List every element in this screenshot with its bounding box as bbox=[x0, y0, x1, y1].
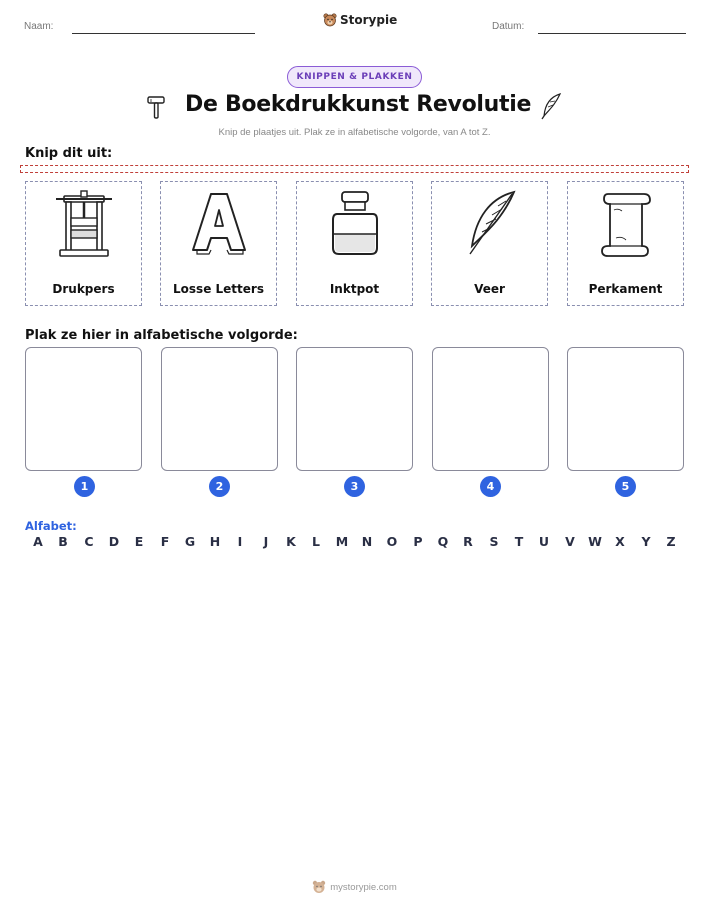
paste-box-5[interactable] bbox=[567, 347, 684, 471]
logo-text: Storypie bbox=[340, 13, 398, 27]
alphabet-letter: A bbox=[33, 534, 43, 549]
printing-press-icon bbox=[54, 188, 114, 258]
name-label: Naam: bbox=[24, 21, 54, 32]
alphabet-letter: O bbox=[386, 534, 398, 549]
paste-box-3[interactable] bbox=[296, 347, 413, 471]
letter-a-icon bbox=[189, 188, 249, 258]
alphabet-letter: L bbox=[312, 534, 320, 549]
instructions: Knip de plaatjes uit. Plak ze in alfabetische volgorde, van A tot Z. bbox=[218, 127, 491, 138]
worksheet-header bbox=[0, 0, 709, 50]
paste-box-4[interactable] bbox=[432, 347, 549, 471]
alphabet-letter: R bbox=[463, 534, 473, 549]
paste-box-1[interactable] bbox=[25, 347, 142, 471]
alphabet-letter: D bbox=[108, 534, 120, 549]
alphabet-letter: I bbox=[237, 534, 243, 549]
alphabet-letter: S bbox=[489, 534, 499, 549]
paste-section-label: Plak ze hier in alfabetische volgorde: bbox=[25, 328, 298, 343]
number-badge-5: 5 bbox=[615, 476, 636, 497]
cut-card-perkament[interactable] bbox=[567, 181, 684, 306]
date-line[interactable] bbox=[538, 33, 686, 34]
ink-pot-icon bbox=[325, 188, 385, 258]
alphabet-letter: U bbox=[538, 534, 550, 549]
number-badge-1: 1 bbox=[74, 476, 95, 497]
card-label: Drukpers bbox=[52, 282, 115, 296]
alphabet-letter: Q bbox=[437, 534, 449, 549]
alphabet-letter: N bbox=[361, 534, 373, 549]
name-line[interactable] bbox=[72, 33, 255, 34]
cut-section-label: Knip dit uit: bbox=[25, 146, 113, 161]
bear-logo-icon bbox=[323, 13, 337, 27]
alphabet-letter: W bbox=[588, 534, 602, 549]
card-label: Perkament bbox=[588, 282, 663, 296]
alphabet-letter: J bbox=[263, 534, 269, 549]
alphabet-letter: K bbox=[286, 534, 296, 549]
cut-card-inktpot[interactable] bbox=[296, 181, 413, 306]
number-badge-3: 3 bbox=[344, 476, 365, 497]
page-title: De Boekdrukkunst Revolutie bbox=[185, 92, 532, 117]
card-label: Veer bbox=[474, 282, 505, 296]
feather-icon bbox=[460, 188, 520, 258]
quill-icon bbox=[540, 92, 564, 120]
number-badge-4: 4 bbox=[480, 476, 501, 497]
card-label: Inktpot bbox=[329, 282, 380, 296]
alphabet-row bbox=[25, 534, 685, 550]
alphabet-letter: M bbox=[335, 534, 349, 549]
cut-card-veer[interactable] bbox=[431, 181, 548, 306]
alphabet-letter: P bbox=[413, 534, 423, 549]
alphabet-letter: C bbox=[84, 534, 94, 549]
footer-url[interactable]: mystorypie.com bbox=[330, 881, 397, 893]
alphabet-letter: B bbox=[58, 534, 68, 549]
alphabet-letter: E bbox=[134, 534, 144, 549]
alphabet-letter: G bbox=[184, 534, 196, 549]
paste-box-2[interactable] bbox=[161, 347, 278, 471]
title-row bbox=[0, 92, 709, 124]
alphabet-title: Alfabet: bbox=[25, 519, 77, 533]
alphabet-letter: X bbox=[615, 534, 625, 549]
bear-logo-icon bbox=[312, 880, 326, 894]
cut-card-drukpers[interactable] bbox=[25, 181, 142, 306]
number-badge-2: 2 bbox=[209, 476, 230, 497]
activity-badge: KNIPPEN & PLAKKEN bbox=[287, 66, 422, 88]
alphabet-letter: V bbox=[565, 534, 575, 549]
footer bbox=[0, 880, 709, 894]
alphabet-letter: Z bbox=[666, 534, 676, 549]
alphabet-letter: Y bbox=[641, 534, 651, 549]
cut-line bbox=[20, 165, 689, 173]
storypie-logo bbox=[323, 13, 397, 27]
cut-card-losse-letters[interactable] bbox=[160, 181, 277, 306]
card-label: Losse Letters bbox=[173, 282, 264, 296]
alphabet-letter: F bbox=[160, 534, 170, 549]
date-label: Datum: bbox=[492, 21, 525, 32]
alphabet-letter: H bbox=[209, 534, 221, 549]
parchment-scroll-icon bbox=[596, 188, 656, 258]
alphabet-letter: T bbox=[514, 534, 524, 549]
